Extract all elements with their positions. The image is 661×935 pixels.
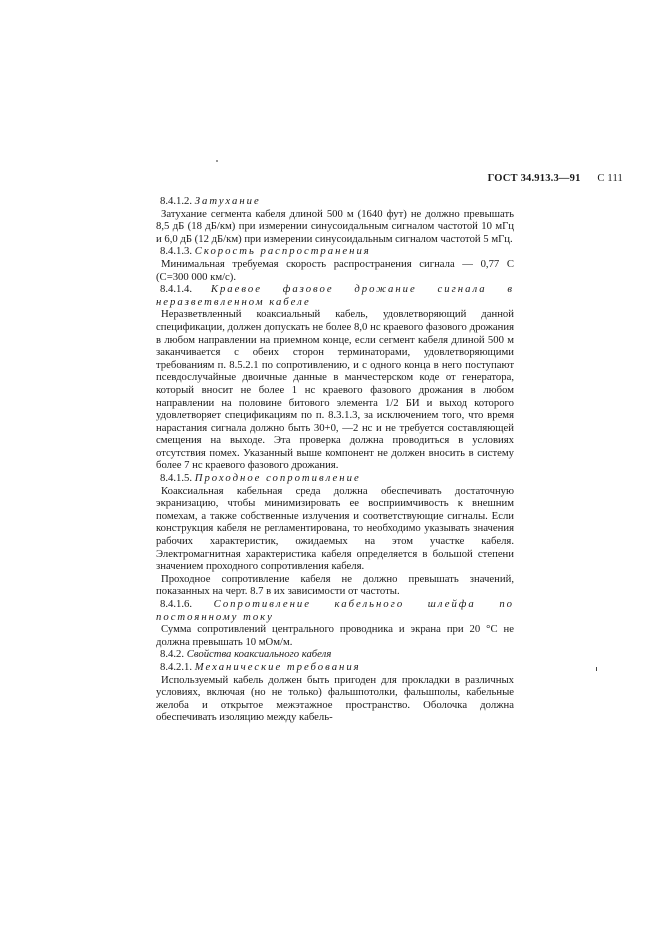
- section-number: 8.4.1.4.: [160, 283, 193, 296]
- section-title: Механические требования: [194, 660, 361, 673]
- section-heading: [156, 661, 514, 674]
- section-heading: [156, 648, 514, 661]
- scan-speck: [216, 160, 218, 162]
- section-title: Затухание: [194, 195, 261, 207]
- section-title: Свойства коаксиального кабеля: [186, 648, 332, 661]
- paragraph: Коаксиальная кабельная среда должна обеспечивать достаточную экранизацию, чтобы минимизировать ее восприимчивость к внешним помехам, а также собственные излучения и соответствующие сигналы. Если конструкция кабеля не регламентирована, то необходимо указывать значения рабочих характеристик, ожидаемых на этом участке кабеля. Электромагнитная характеристика кабеля определяется в большой степени значением проходного сопротивления кабеля.: [156, 484, 514, 573]
- standard-number: ГОСТ 34.913.3—91: [487, 173, 581, 184]
- section-number: 8.4.1.6.: [160, 598, 193, 610]
- section-title: Скорость распространения: [194, 245, 371, 258]
- section-number: 8.4.1.5.: [160, 472, 193, 485]
- section-heading: [156, 598, 514, 623]
- section-number: 8.4.1.2.: [160, 195, 193, 207]
- page-label: С: [597, 173, 605, 184]
- section-title: Сопротивление кабельного шлейфа по постоянному току: [156, 598, 515, 623]
- paragraph: Сумма сопротивлений центрального проводника и экрана при 20 °С не должна превышать 10 мОм/м.: [156, 623, 514, 648]
- paragraph: Затухание сегмента кабеля длиной 500 м (1640 фут) не должно превышать 8,5 дБ (18 дБ/км) при измерении синусоидальным сигналом частотой 10 мГц и 6,0 дБ (12 дБ/км) при измерении синусоидальным сигналом частотой 5 мГц.: [156, 207, 514, 245]
- section-heading: [156, 283, 514, 308]
- section-number: 8.4.1.3.: [160, 245, 193, 258]
- section-number: 8.4.2.1.: [160, 660, 193, 673]
- paragraph: Минимальная требуемая скорость распространения сигнала — 0,77 С (С=300 000 км/с).: [156, 257, 514, 283]
- page-number: 111: [607, 173, 623, 184]
- paragraph: Проходное сопротивление кабеля не должно превышать значений, показанных на черт. 8.7 в их зависимости от частоты.: [156, 572, 514, 598]
- paragraph: Используемый кабель должен быть пригоден для прокладки в различных условиях, включая (но не только) фальшпотолки, фальшполы, кабельные желоба и открытое межэтажное пространство. Оболочка должна обеспечивать изоляцию между кабель-: [156, 673, 514, 724]
- scan-mark: [596, 667, 597, 671]
- section-title: Краевое фазовое дрожание сигнала в неразветвленном кабеле: [156, 283, 514, 308]
- section-heading: [156, 195, 514, 208]
- body-text: [156, 195, 514, 724]
- section-heading: [156, 245, 514, 258]
- page-header: [0, 173, 623, 184]
- section-heading: [156, 472, 514, 485]
- section-title: Проходное сопротивление: [194, 472, 361, 485]
- paragraph: Неразветвленный коаксиальный кабель, удовлетворяющий данной спецификации, должен допускать не более 8,0 нс краевого фазового дрожания в любом направлении на приемном конце, если сегмент кабеля длиной 500 м заканчивается с обеих сторон терминаторами, удовлетворяющими требованиям п. 8.5.2.1 по сопротивлению, и с одного конца в него поступают псевдослучайные двоичные данные в манчестерском коде от генератора, который вносит не более 1 нс краевого фазового дрожания в любом направлении на половине битового элемента 1/2 БИ и выход которого удовлетворяет спецификациям по п. 8.3.1.3, за исключением того, что время нарастания сигнала должно быть 30+0, —2 нс и не требуется составляющей смещения на выходе. Эта проверка должна проводиться в условиях отсутствия помех. Указанный выше компонент не должен вносить в систему более 7 нс краевого фазового дрожания.: [156, 308, 514, 472]
- section-number: 8.4.2.: [160, 648, 185, 661]
